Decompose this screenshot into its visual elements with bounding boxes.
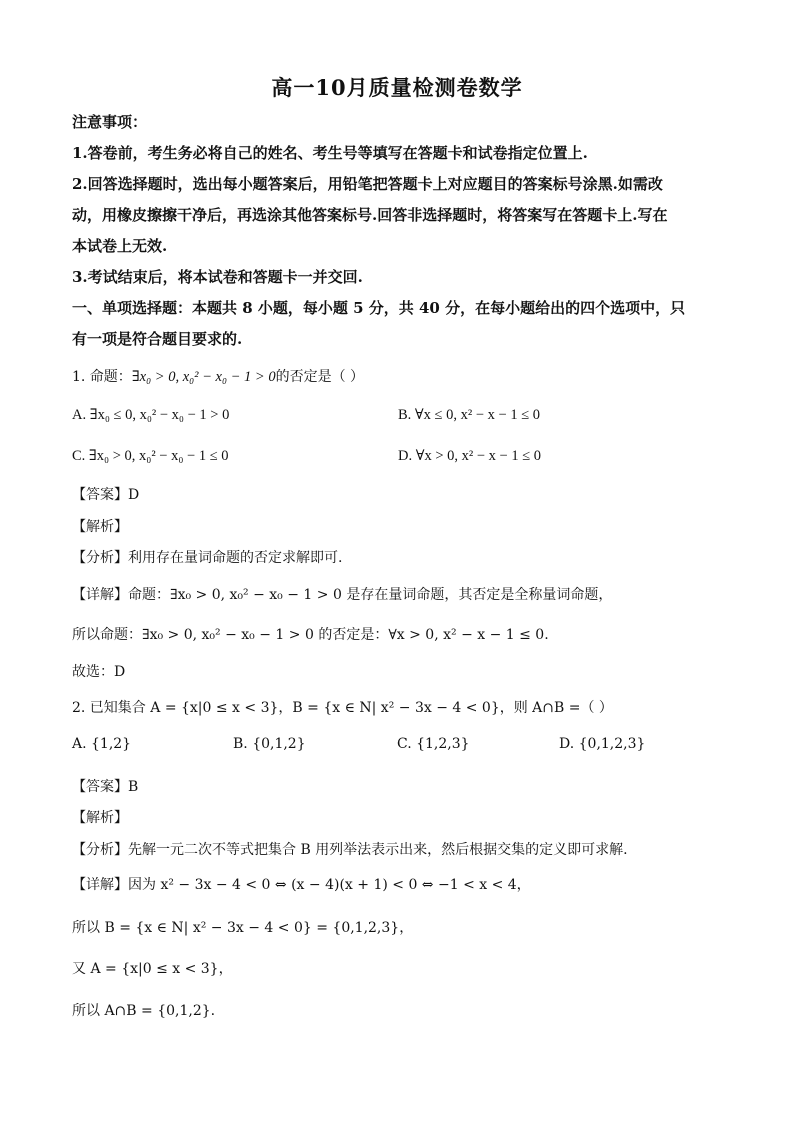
q2-option-a: A. {1,2}: [72, 736, 132, 752]
q2-answer: 【答案】B: [72, 779, 139, 795]
notice-item-3: 3.考试结束后，将本试卷和答题卡一并交回.: [72, 268, 363, 286]
question-2-stem: 2. 已知集合 A = {x|0 ≤ x < 3}，B = {x ∈ N| x² − 3x − 4 < 0}，则 A∩B =（ ）: [72, 700, 613, 716]
notice-item-2-line-3: 本试卷上无效.: [72, 237, 168, 255]
q1-conclusion: 所以命题：∃x₀ > 0, x₀² − x₀ − 1 > 0 的否定是：∀x > 0, x² − x − 1 ≤ 0.: [72, 627, 549, 643]
notice-item-2-line-2: 动，用橡皮擦擦干净后，再选涂其他答案标号.回答非选择题时，将答案写在答题卡上.写在: [72, 206, 668, 224]
q2-fenxi: 【分析】先解一元二次不等式把集合 B 用列举法表示出来，然后根据交集的定义即可求解.: [72, 842, 628, 858]
q2-option-c: C. {1,2,3}: [397, 736, 470, 752]
q2-option-d: D. {0,1,2,3}: [559, 736, 646, 752]
q1-suffix: 的否定是（ ）: [275, 369, 365, 385]
section-heading-line-2: 有一项是符合题目要求的.: [72, 330, 243, 348]
q2-set-b: 所以 B = {x ∈ N| x² − 3x − 4 < 0} = {0,1,2,3}，: [72, 920, 414, 936]
q1-prefix: 1. 命题：: [72, 369, 132, 385]
q1-option-b: B. ∀x ≤ 0, x² − x − 1 ≤ 0: [398, 407, 541, 423]
q1-analysis-label: 【解析】: [72, 519, 128, 535]
q1-fenxi: 【分析】利用存在量词命题的否定求解即可.: [72, 550, 343, 566]
q1-expression: ∃x₀ > 0, x₀² − x₀ − 1 > 0: [131, 369, 276, 385]
q1-option-a: A. ∃x₀ ≤ 0, x₀² − x₀ − 1 > 0: [72, 407, 230, 423]
q2-set-a: 又 A = {x|0 ≤ x < 3}，: [72, 961, 233, 977]
q2-analysis-label: 【解析】: [72, 810, 128, 826]
q2-option-b: B. {0,1,2}: [233, 736, 306, 752]
question-1-stem: [72, 366, 364, 386]
notice-item-1: 1.答卷前，考生务必将自己的姓名、考生号等填写在答题卡和试卷指定位置上.: [72, 144, 588, 162]
q1-answer: 【答案】D: [72, 487, 140, 503]
q1-choice: 故选：D: [72, 664, 126, 680]
q2-intersection: 所以 A∩B = {0,1,2}.: [72, 1003, 216, 1019]
notice-item-2-line-1: 2.回答选择题时，选出每小题答案后，用铅笔把答题卡上对应题目的答案标号涂黑.如需改: [72, 175, 663, 193]
page-title: 高一10月质量检测卷数学: [271, 75, 523, 100]
q1-detail: 【详解】命题：∃x₀ > 0, x₀² − x₀ − 1 > 0 是存在量词命题，其否定是全称量词命题，: [72, 587, 613, 603]
section-heading-line-1: 一、单项选择题：本题共 8 小题，每小题 5 分，共 40 分，在每小题给出的四个选项中，只: [72, 299, 686, 317]
q1-option-d: D. ∀x > 0, x² − x − 1 ≤ 0: [398, 448, 542, 464]
q1-option-c: C. ∃x₀ > 0, x₀² − x₀ − 1 ≤ 0: [72, 448, 229, 464]
notice-heading: 注意事项：: [72, 113, 148, 131]
q2-detail: 【详解】因为 x² − 3x − 4 < 0 ⇔ (x − 4)(x + 1) < 0 ⇔ −1 < x < 4，: [72, 877, 531, 893]
